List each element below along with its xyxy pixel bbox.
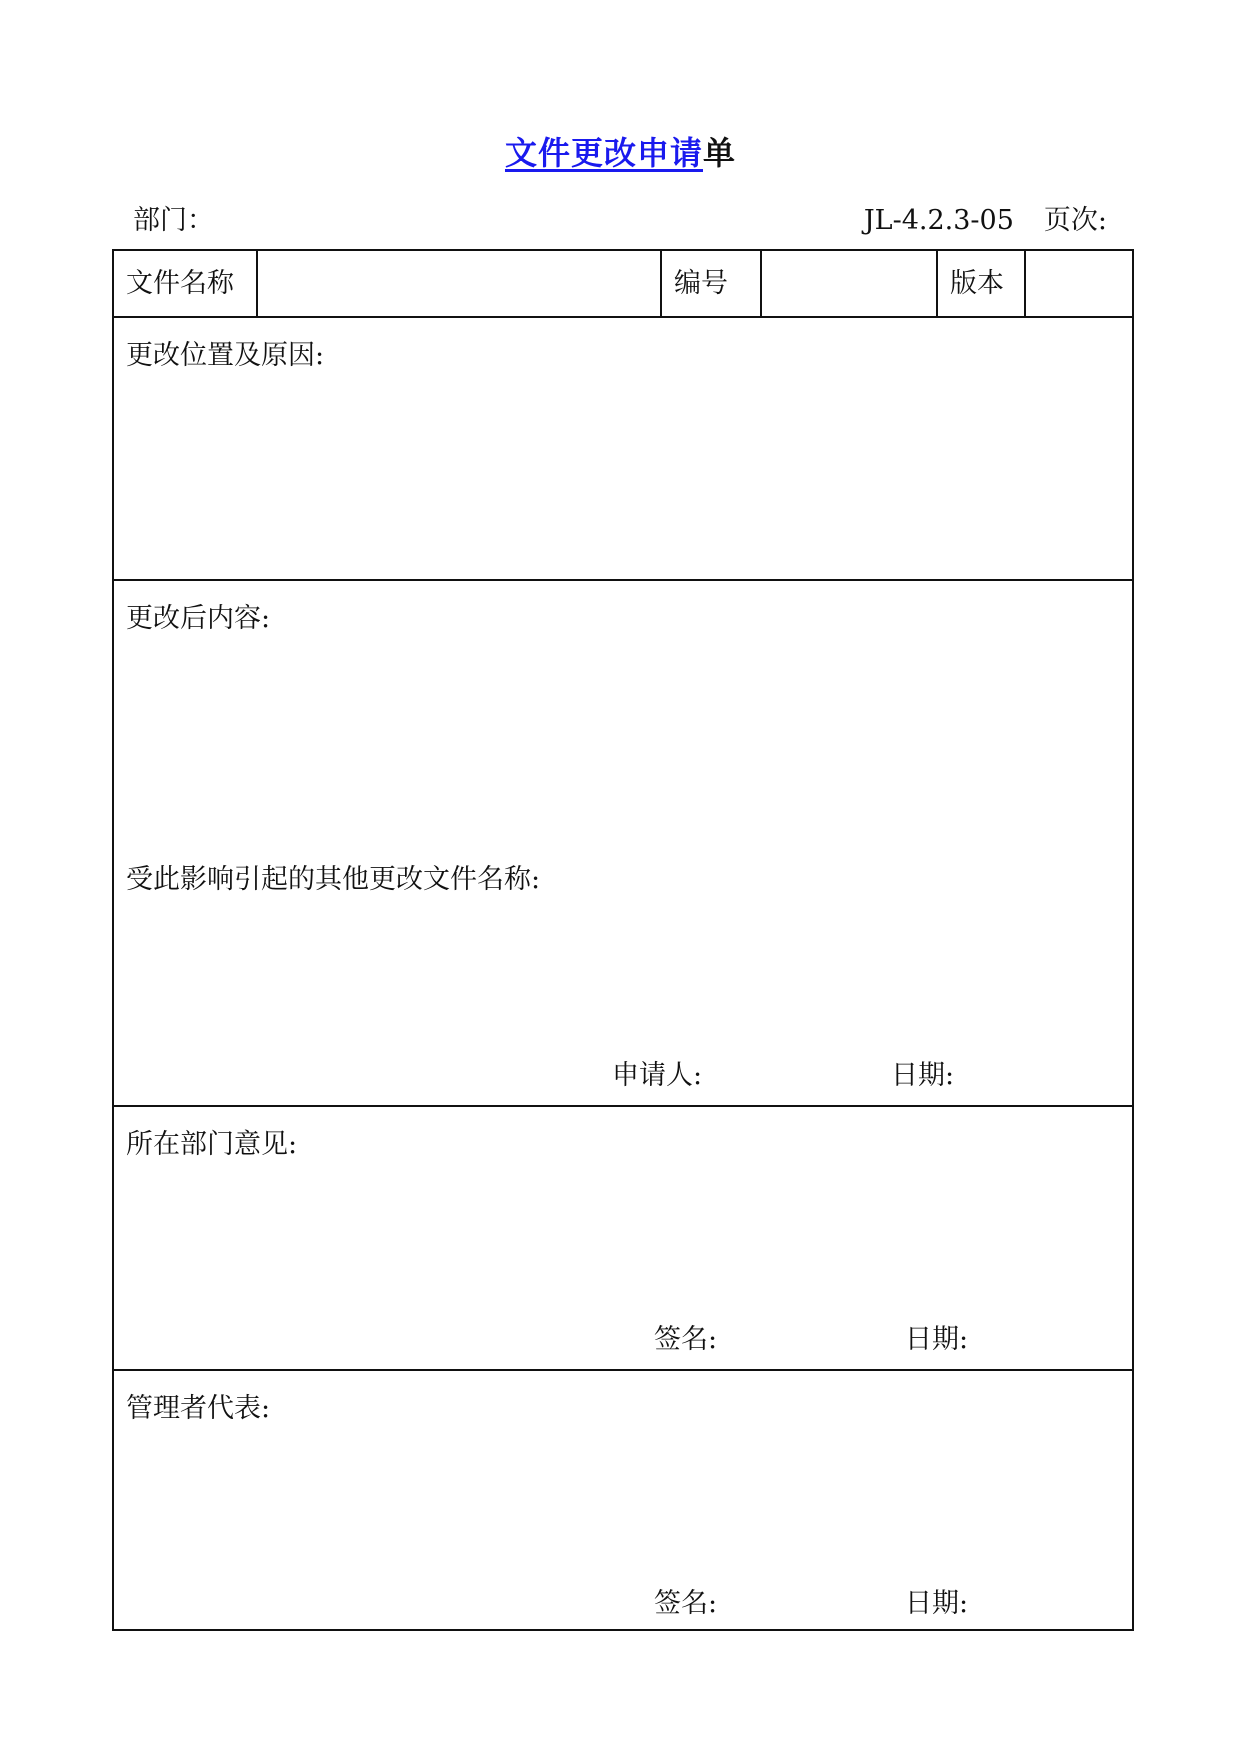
applicant-label: 申请人: [612,1060,703,1091]
dept-opinion-section[interactable] [114,1107,1132,1371]
version-field[interactable] [1026,251,1132,316]
dept-sign-label: 签名: [654,1324,718,1355]
department-label: 部门： [133,205,214,236]
version-label: 版本 [938,251,1026,316]
title-link[interactable]: 文件更改申请 [504,134,703,172]
changed-content-section[interactable] [114,581,1132,1107]
file-name-field[interactable] [258,251,662,316]
change-reason-section[interactable] [114,318,1132,581]
number-label: 编号 [662,251,762,316]
doc-code: JL-4.2.3-05 [863,205,1014,236]
mgmt-rep-label: 管理者代表: [126,1393,271,1424]
doc-code-line [864,198,1107,237]
dept-date-label: 日期: [905,1324,969,1355]
document-title [0,128,1241,174]
mgmt-date-label: 日期: [905,1588,969,1619]
dept-opinion-label: 所在部门意见: [126,1129,298,1160]
mgmt-sign-label: 签名: [654,1588,718,1619]
affected-files-label: 受此影响引起的其他更改文件名称: [126,864,541,895]
form-header-row [114,251,1132,318]
number-field[interactable] [762,251,938,316]
mgmt-rep-section[interactable] [114,1371,1132,1629]
file-name-label: 文件名称 [114,251,258,316]
page-label: 页次: [1043,205,1107,236]
changed-content-label: 更改后内容: [126,603,271,634]
applicant-date-label: 日期: [891,1060,955,1091]
change-reason-label: 更改位置及原因: [126,340,325,371]
change-request-form [112,249,1134,1631]
title-suffix: 单 [703,134,737,172]
